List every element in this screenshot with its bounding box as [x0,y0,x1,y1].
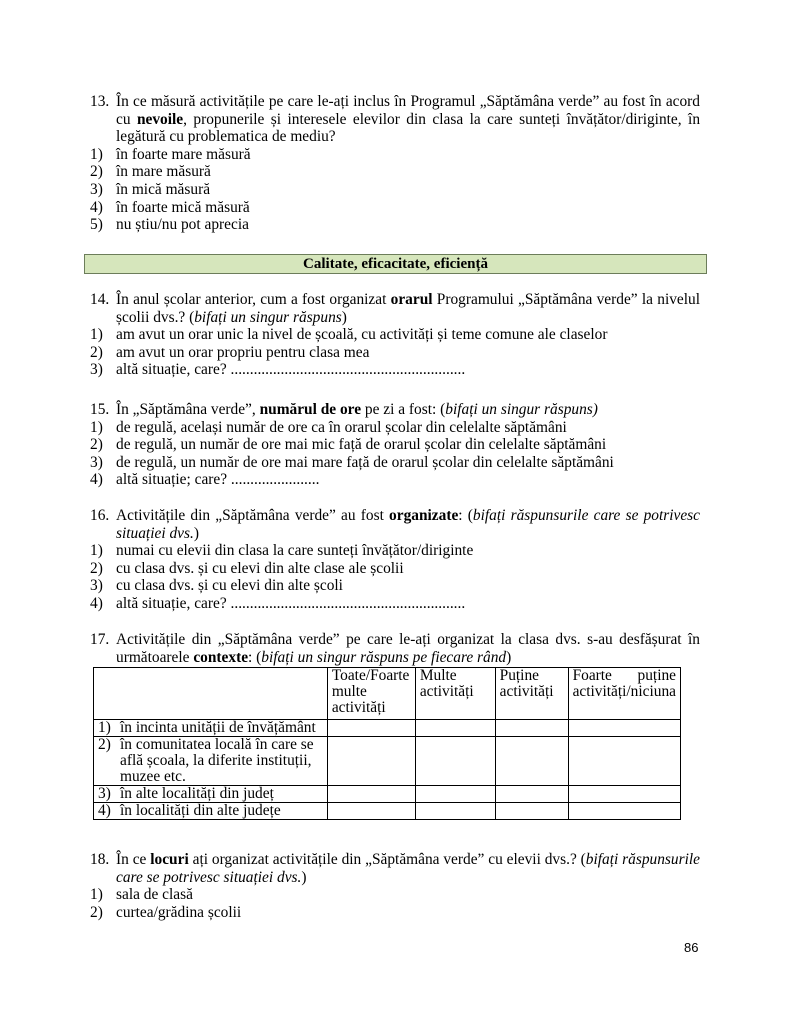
answer-cell[interactable] [415,803,495,820]
question-number: 14. [90,291,110,308]
answer-cell[interactable] [415,786,495,803]
answer-cell[interactable] [495,803,568,820]
answer-options [90,146,700,234]
answer-cell[interactable] [415,737,495,786]
answer-option[interactable]: 1) numai cu elevii din clasa la care sunteți învățător/diriginte [90,542,474,560]
answer-option[interactable]: 3) de regulă, un număr de ore mai mare față de orarul școlar din celelalte săptămâni [90,453,614,471]
question-text: În anul școlar anterior, cum a fost organizat orarul Programului „Săptămâna verde” la nivelul școlii dvs.? (bifați un singur răspuns) [116,291,700,326]
answer-option[interactable]: 2) în mare măsură [90,163,211,181]
answer-cell[interactable] [327,737,415,786]
answer-option[interactable]: 4) altă situație, care? ............................................................. [90,594,466,612]
answer-cell[interactable] [495,737,568,786]
column-header: Toate/Foarte multe activități [327,668,415,720]
table-row [94,786,681,803]
question-14 [90,291,700,379]
answer-cell[interactable] [568,803,680,820]
answer-cell[interactable] [327,786,415,803]
answer-cell[interactable] [568,720,680,737]
column-header: Multe activități [415,668,495,720]
question-number: 17. [90,631,110,648]
column-header: Puține activități [495,668,568,720]
section-header: Calitate, eficacitate, eficiență [84,254,707,274]
table-row [94,803,681,820]
answer-options [90,419,700,489]
answer-cell[interactable] [495,720,568,737]
question-number: 18. [90,851,110,868]
table-row [94,737,681,786]
question-number: 16. [90,507,110,524]
table-header-row [94,668,681,720]
answer-option[interactable]: 1) sala de clasă [90,886,193,904]
answer-option[interactable]: 1) în foarte mare măsură [90,145,251,163]
question-number: 15. [90,401,110,418]
answer-cell[interactable] [327,720,415,737]
answer-options [90,542,700,612]
row-label: 4) în localități din alte județe [94,803,328,820]
answer-cell[interactable] [568,786,680,803]
question-18 [90,851,700,921]
contexts-table [93,667,681,820]
answer-option[interactable]: 4) altă situație; care? ....................... [90,471,320,489]
question-13 [90,93,700,234]
answer-option[interactable]: 3) altă situație, care? ............................................................. [90,361,466,379]
answer-options [90,886,700,921]
answer-option[interactable]: 1) de regulă, același număr de ore ca în orarul școlar din celelalte săptămâni [90,418,567,436]
answer-cell[interactable] [327,803,415,820]
page-number: 86 [684,940,699,955]
table-header-blank [94,668,328,720]
question-text: Activitățile din „Săptămâna verde” au fost organizate: (bifați răspunsurile care se potrivesc situației dvs.) [116,507,701,542]
answer-option[interactable]: 2) curtea/grădina școlii [90,903,242,921]
question-text: Activitățile din „Săptămâna verde” pe care le-ați organizat la clasa dvs. s-au desfășurat în următoarele contexte: (bifați un singur răspuns pe fiecare rând) [116,631,700,666]
question-text: În ce locuri ați organizat activitățile din „Săptămâna verde” cu elevii dvs.? (bifați răspunsurile care se potrivesc situației dvs.) [116,851,700,886]
table-row [94,720,681,737]
answer-cell[interactable] [568,737,680,786]
question-15 [90,401,700,489]
answer-cell[interactable] [415,720,495,737]
answer-option[interactable]: 5) nu știu/nu pot aprecia [90,216,249,234]
row-label: 3) în alte localități din județ [94,786,328,803]
answer-options [90,326,700,379]
column-header: Foarte puține activități/niciuna [568,668,680,720]
question-number: 13. [90,93,110,110]
answer-option[interactable]: 2) am avut un orar propriu pentru clasa mea [90,343,370,361]
answer-option[interactable]: 3) în mică măsură [90,180,211,198]
answer-option[interactable]: 3) cu clasa dvs. și cu elevi din alte școli [90,577,343,595]
question-text: În ce măsură activitățile pe care le-ați inclus în Programul „Săptămâna verde” au fost în acord cu nevoile, propunerile și interesele elevilor din clasa la care sunteți învățător/diriginte, în legătură cu problematica de mediu? [116,93,701,146]
question-17 [90,631,700,666]
answer-option[interactable]: 2) cu clasa dvs. și cu elevi din alte clase ale școlii [90,559,404,577]
answer-option[interactable]: 2) de regulă, un număr de ore mai mic față de orarul școlar din celelalte săptămâni [90,436,607,454]
question-text: În „Săptămâna verde”, numărul de ore pe zi a fost: (bifați un singur răspuns) [116,401,598,418]
answer-cell[interactable] [495,786,568,803]
row-label: 1) în incinta unității de învățământ [94,720,328,737]
answer-option[interactable]: 4) în foarte mică măsură [90,198,250,216]
row-label: 2) în comunitatea locală în care se află școala, la diferite instituții, muzee etc. [94,737,328,786]
answer-option[interactable]: 1) am avut un orar unic la nivel de școală, cu activități și teme comune ale claselor [90,326,608,344]
question-16 [90,507,700,613]
